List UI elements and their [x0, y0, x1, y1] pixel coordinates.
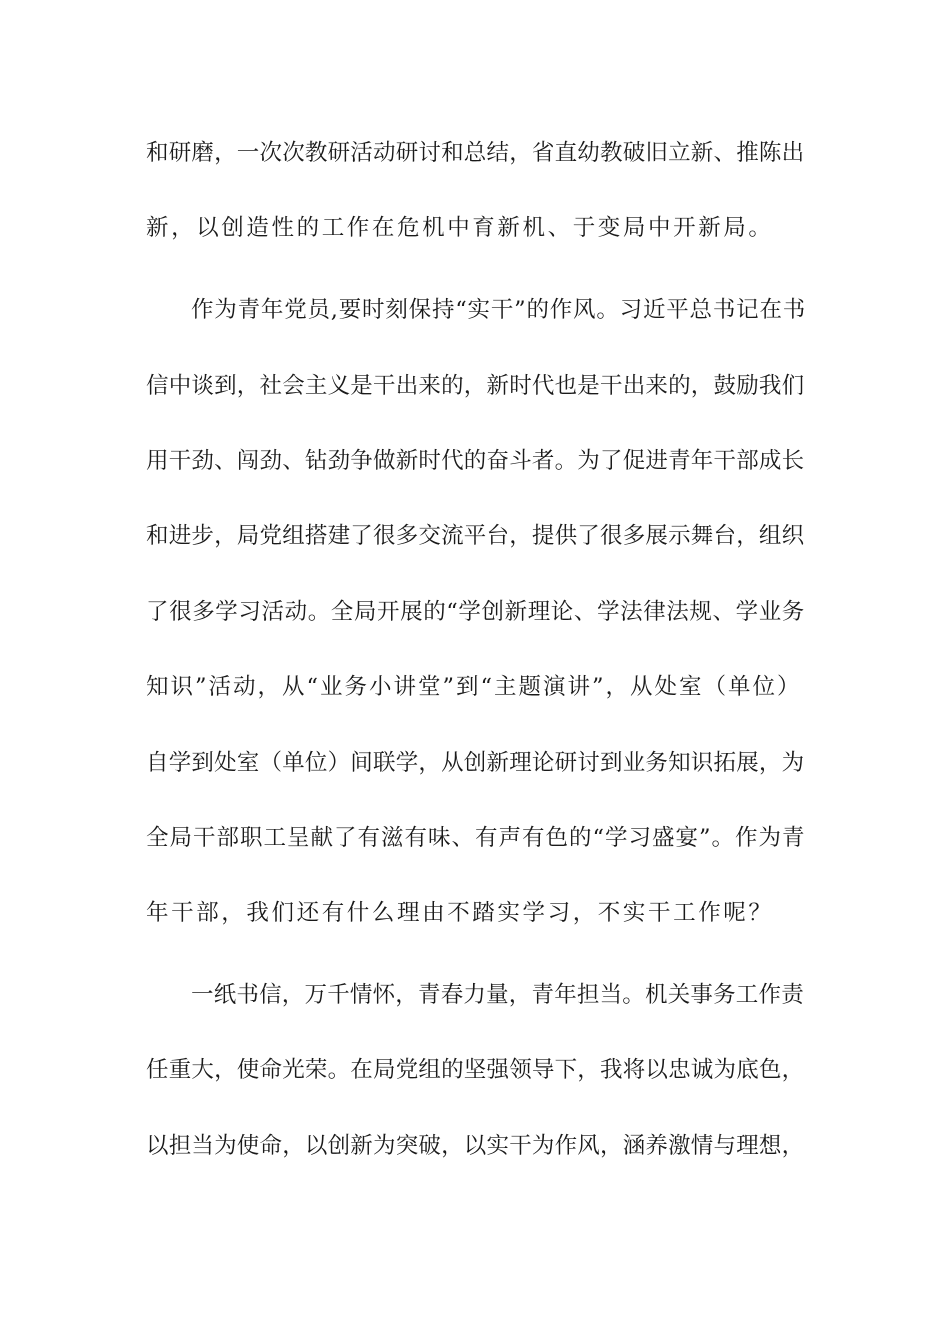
text-line: 任重大，使命光荣。在局党组的坚强领导下，我将以忠诚为底色，: [146, 1057, 805, 1083]
text-line: 用干劲、闯劲、钻劲争做新时代的奋斗者。为了促进青年干部成长: [146, 448, 805, 474]
text-line: 新，以创造性的工作在危机中育新机、于变局中开新局。: [146, 215, 774, 241]
text-line: 和进步，局党组搭建了很多交流平台，提供了很多展示舞台，组织: [146, 523, 805, 549]
text-line: 以担当为使命，以创新为突破，以实干为作风，涵养激情与理想，: [146, 1133, 805, 1159]
text-line: 信中谈到，社会主义是干出来的，新时代也是干出来的，鼓励我们: [146, 373, 805, 399]
text-line: 知识”活动，从“业务小讲堂”到“主题演讲”，从处室（单位）: [146, 674, 802, 700]
text-line: 和研磨，一次次教研活动研讨和总结，省直幼教破旧立新、推陈出: [146, 140, 805, 166]
text-line: 年干部，我们还有什么理由不踏实学习，不实干工作呢？: [146, 900, 774, 926]
text-line: 了很多学习活动。全局开展的“学创新理论、学法律法规、学业务: [146, 599, 805, 625]
text-line: 全局干部职工呈献了有滋有味、有声有色的“学习盛宴”。作为青: [146, 825, 806, 851]
paragraph-start-line: 一纸书信，万千情怀，青春力量，青年担当。机关事务工作责: [191, 982, 804, 1008]
paragraph-start-line: 作为青年党员,要时刻保持“实干”的作风。习近平总书记在书: [191, 297, 807, 323]
text-line: 自学到处室（单位）间联学，从创新理论研讨到业务知识拓展，为: [146, 750, 805, 776]
